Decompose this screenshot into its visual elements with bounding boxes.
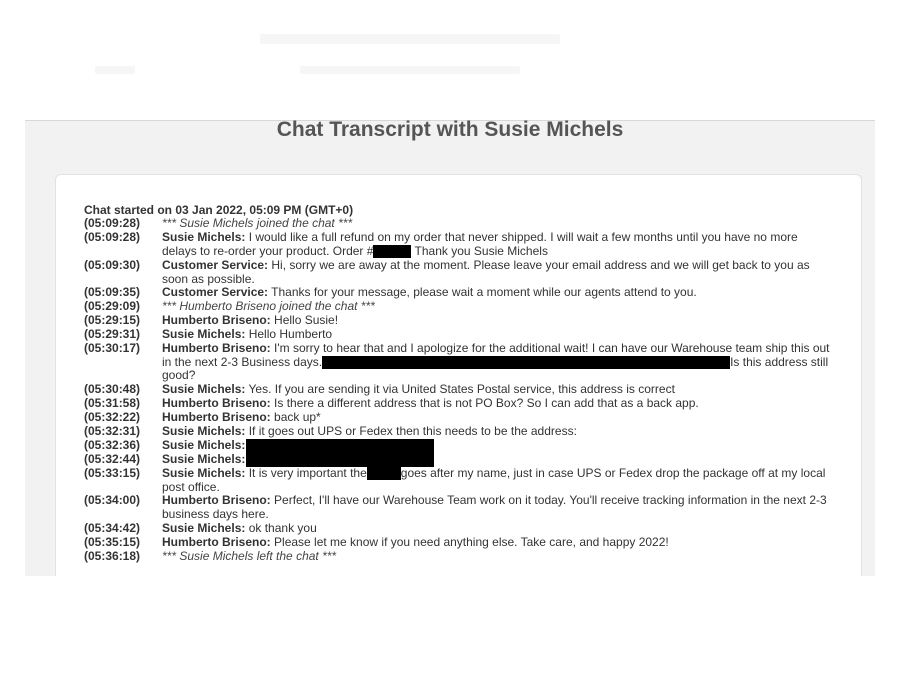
message-time: (05:31:58) xyxy=(84,396,141,410)
message-text: back up* xyxy=(270,410,321,424)
message-sender: Susie Michels: xyxy=(162,230,246,244)
message-time: (05:09:28) xyxy=(84,230,141,244)
message-time: (05:09:30) xyxy=(84,258,141,272)
message-sender: Humberto Briseno: xyxy=(162,410,271,424)
message-sender: Susie Michels: xyxy=(162,382,246,396)
message-text: Perfect, I'll have our Warehouse Team work on it today. You'll receive tracking information in the next 2-3 business days here. xyxy=(162,493,827,521)
message-sender: Humberto Briseno: xyxy=(162,396,271,410)
message-sender: Customer Service: xyxy=(162,285,269,299)
message-time: (05:35:15) xyxy=(84,535,141,549)
message-text: ok thank you xyxy=(245,521,317,535)
message-sender: Customer Service: xyxy=(162,258,269,272)
message-sender: Humberto Briseno: xyxy=(162,493,271,507)
message-text: I would like a full refund on my order that never shipped. I will wait a few months until you have no more delays to re-order your product. Order # xyxy=(162,230,798,258)
message-sender: Susie Michels: xyxy=(162,438,246,452)
message-text: Thanks for your message, please wait a moment while our agents attend to you. xyxy=(268,285,697,299)
message-sender: Humberto Briseno: xyxy=(162,341,271,355)
message-time: (05:09:35) xyxy=(84,285,141,299)
message-time: (05:30:17) xyxy=(84,341,141,355)
redaction-box xyxy=(246,439,434,467)
redaction-box xyxy=(322,356,730,369)
message-text: Yes. If you are sending it via United States Postal service, this address is correct xyxy=(245,382,675,396)
message-time: (05:34:00) xyxy=(84,493,141,507)
message-time: (05:33:15) xyxy=(84,466,141,480)
chat-started-line: Chat started on 03 Jan 2022, 05:09 PM (GMT+0) xyxy=(84,203,354,217)
message-text: I'm sorry to hear that and I apologize for the additional wait! I can have our Warehouse team ship this out in the next 2-3 Business days. xyxy=(162,341,830,369)
message-text: Is there a different address that is not PO Box? So I can add that as a back app. xyxy=(270,396,699,410)
message-sender: Susie Michels: xyxy=(162,327,246,341)
message-text: Is this address still good? xyxy=(162,354,829,383)
background-bleed xyxy=(300,66,520,74)
message-time: (05:32:31) xyxy=(84,424,141,438)
system-message: *** Susie Michels left the chat *** xyxy=(162,549,337,563)
message-text: If it goes out UPS or Fedex then this needs to be the address: xyxy=(245,424,577,438)
message-time: (05:09:28) xyxy=(84,216,141,230)
message-text: Hi, sorry we are away at the moment. Please leave your email address and we will get back to you as soon as possible. xyxy=(162,258,810,286)
message-sender: Susie Michels: xyxy=(162,424,246,438)
message-text: Hello Humberto xyxy=(245,327,333,341)
message-sender: Susie Michels: xyxy=(162,521,246,535)
background-bleed xyxy=(260,34,560,44)
message-time: (05:29:31) xyxy=(84,327,141,341)
message-text: It is very important the xyxy=(245,466,367,480)
system-message: *** Humberto Briseno joined the chat *** xyxy=(162,299,375,313)
message-time: (05:29:15) xyxy=(84,313,141,327)
message-sender: Susie Michels: xyxy=(162,466,246,480)
background-bleed xyxy=(95,66,135,74)
message-time: (05:29:09) xyxy=(84,299,141,313)
page-title: Chat Transcript with Susie Michels xyxy=(276,118,624,141)
message-text: Hello Susie! xyxy=(270,313,339,327)
message-sender: Susie Michels: xyxy=(162,452,246,466)
message-text: Thank you Susie Michels xyxy=(411,243,548,258)
message-text: goes after my name, just in case UPS or Fedex drop the package off at my local post office. xyxy=(162,466,826,494)
message-time: (05:30:48) xyxy=(84,382,141,396)
message-text: Please let me know if you need anything else. Take care, and happy 2022! xyxy=(270,535,669,549)
message-time: (05:32:44) xyxy=(84,452,141,466)
message-time: (05:32:36) xyxy=(84,438,141,452)
message-time: (05:36:18) xyxy=(84,549,141,563)
redaction-box xyxy=(373,245,411,258)
message-sender: Humberto Briseno: xyxy=(162,313,271,327)
message-sender: Humberto Briseno: xyxy=(162,535,271,549)
redaction-box xyxy=(367,467,401,480)
message-time: (05:34:42) xyxy=(84,521,141,535)
message-time: (05:32:22) xyxy=(84,410,141,424)
system-message: *** Susie Michels joined the chat *** xyxy=(162,216,353,230)
